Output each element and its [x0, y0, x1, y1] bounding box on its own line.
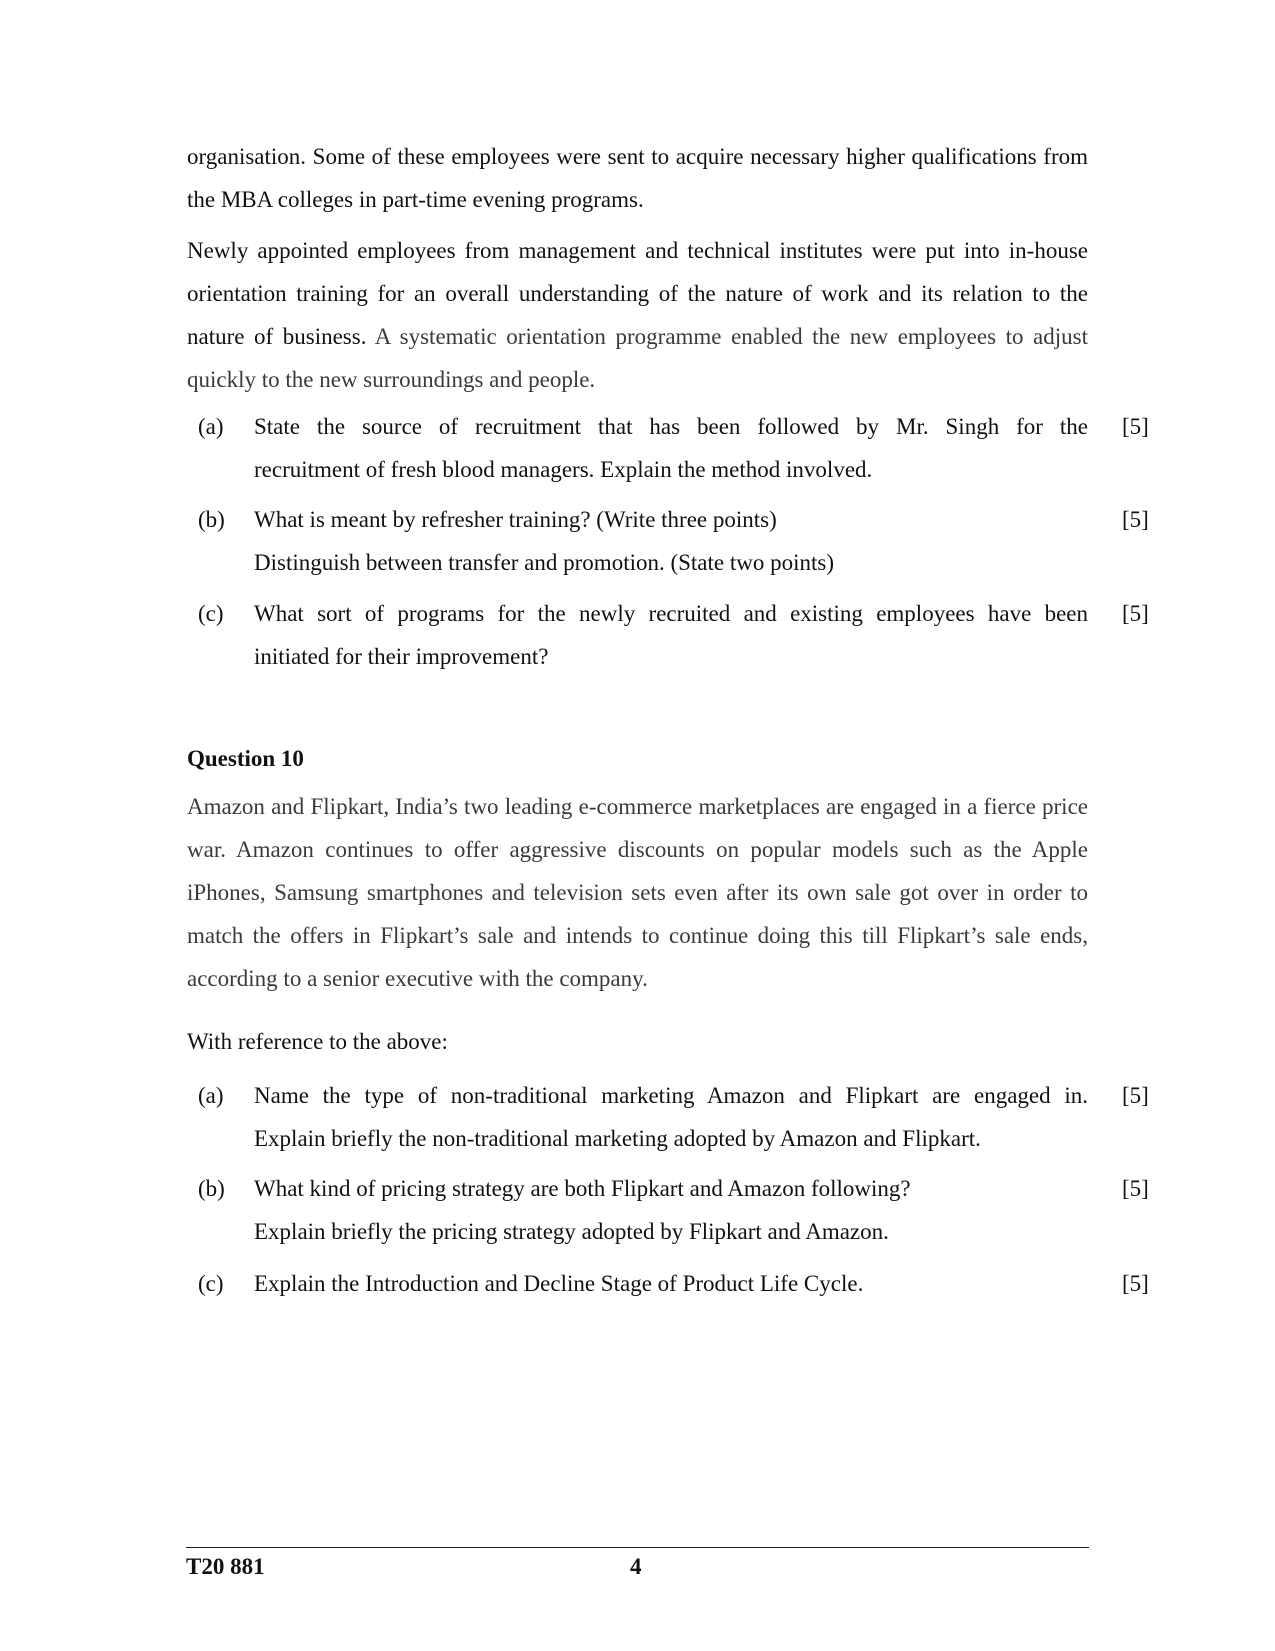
- q9-part-c-line-1: What sort of programs for the newly recruited and existing employees have been: [254, 601, 1088, 626]
- q10-part-b-line-1: What kind of pricing strategy are both Flipkart and Amazon following?: [254, 1176, 911, 1201]
- q9-part-b-marks: [5]: [1122, 507, 1149, 532]
- intro-paragraph-2-main: Newly appointed employees from management and technical institutes were put into in-house orientation training for an overall understanding of the nature of work and its relation to the nature of business.: [187, 238, 1088, 349]
- q10-part-b-text: [254, 1167, 1088, 1253]
- q10-part-a-line-1: Name the type of non-traditional marketing Amazon and Flipkart are engaged in.: [254, 1083, 1088, 1108]
- q10-part-a-line-2: Explain briefly the non-traditional marketing adopted by Amazon and Flipkart.: [254, 1126, 981, 1151]
- q10-part-c-text: [254, 1262, 1088, 1305]
- q10-part-c-marks: [5]: [1122, 1271, 1149, 1296]
- intro-paragraph-1: organisation. Some of these employees were sent to acquire necessary higher qualifications from the MBA colleges in part-time evening programs.: [187, 144, 1088, 212]
- q9-part-c-letter: (c): [198, 601, 224, 626]
- q9-part-b-line-2: Distinguish between transfer and promotion. (State two points): [254, 550, 835, 575]
- q9-part-b-line-1: What is meant by refresher training? (Write three points): [254, 507, 777, 532]
- q9-part-c-text: [254, 592, 1088, 678]
- question-10-reference: With reference to the above:: [187, 1029, 448, 1054]
- q9-part-b-text: [254, 498, 1088, 584]
- q10-part-a-letter: (a): [198, 1083, 224, 1108]
- q9-part-a-line-2: recruitment of fresh blood managers. Explain the method involved.: [254, 457, 873, 482]
- question-10-passage: Amazon and Flipkart, India’s two leading e-commerce marketplaces are engaged in a fierce price war. Amazon continues to offer aggressive discounts on popular models such as the Apple iPhones, Samsung smartphones and television sets even after its own sale got over in order to match the offers in Flipkart’s sale and intends to continue doing this till Flipkart’s sale ends, according to a senior executive with the company.: [187, 794, 1088, 991]
- question-10-heading: Question 10: [187, 746, 304, 771]
- footer-page-number: 4: [630, 1554, 642, 1579]
- q9-part-b-letter: (b): [198, 507, 225, 532]
- q10-part-b-marks: [5]: [1122, 1176, 1149, 1201]
- q9-part-a-letter: (a): [198, 414, 224, 439]
- q9-part-c-marks: [5]: [1122, 601, 1149, 626]
- q10-part-c-letter: (c): [198, 1271, 224, 1296]
- footer-paper-code: T20 881: [186, 1554, 265, 1579]
- q9-part-c-line-2: initiated for their improvement?: [254, 644, 549, 669]
- q10-part-b-line-2: Explain briefly the pricing strategy adopted by Flipkart and Amazon.: [254, 1219, 889, 1244]
- q9-part-a-line-1: State the source of recruitment that has been followed by Mr. Singh for the: [254, 414, 1088, 439]
- q10-part-a-marks: [5]: [1122, 1083, 1149, 1108]
- q10-part-a-text: [254, 1074, 1088, 1160]
- q10-part-b-letter: (b): [198, 1176, 225, 1201]
- intro-paragraph-2: [187, 229, 1088, 401]
- q9-part-a-marks: [5]: [1122, 414, 1149, 439]
- intro-paragraph-2-grey: A systematic orientation programme enabled the new employees to adjust quickly to the new surroundings and people.: [187, 324, 1088, 392]
- q9-part-a-text: [254, 405, 1088, 491]
- q10-part-c-line-1: Explain the Introduction and Decline Stage of Product Life Cycle.: [254, 1271, 864, 1296]
- footer-divider: [186, 1547, 1089, 1548]
